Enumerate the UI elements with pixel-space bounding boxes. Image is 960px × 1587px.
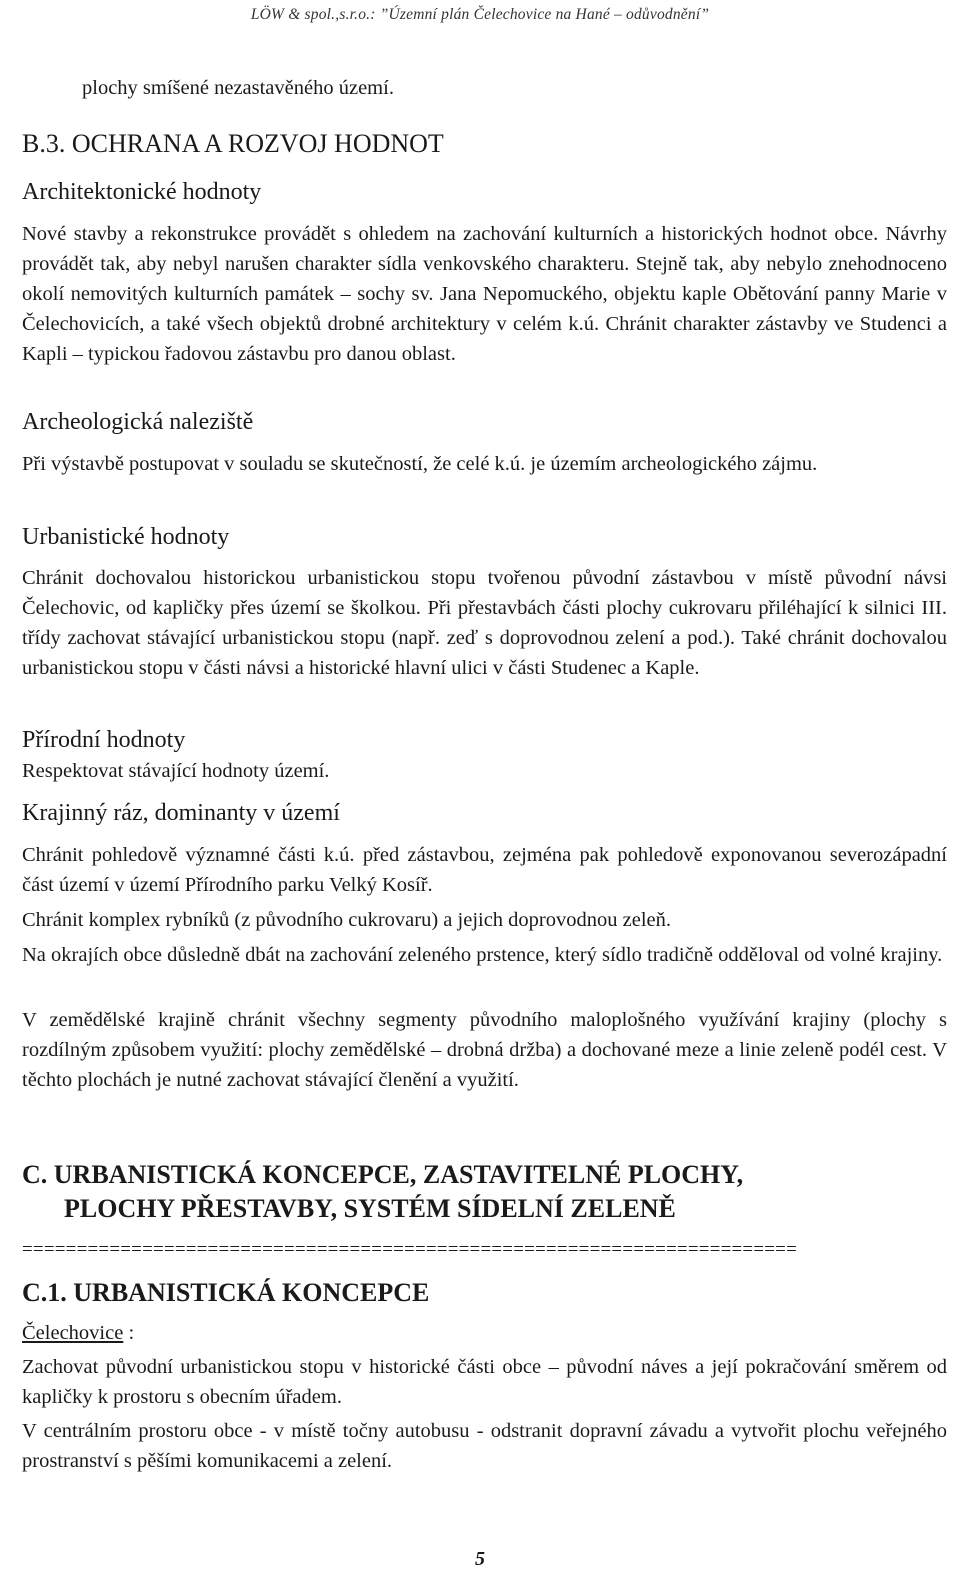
page-header: LÖW & spol.,s.r.o.: ”Územní plán Čelechovice na Hané – odůvodnění” bbox=[250, 6, 710, 23]
archeologicka-heading: Archeologická naleziště bbox=[22, 409, 254, 435]
section-c-title-line1: C. URBANISTICKÁ KONCEPCE, ZASTAVITELNÉ PLOCHY, bbox=[22, 1160, 744, 1189]
c1-p1: Zachovat původní urbanistickou stopu v historické části obce – původní náves a její pokračování směrem od kapličky k prostoru s obecním úřadem. bbox=[22, 1356, 947, 1408]
urbanisticke-heading: Urbanistické hodnoty bbox=[22, 524, 230, 550]
krajinny-p2: Chránit komplex rybníků (z původního cukrovaru) a jejich doprovodnou zeleň. bbox=[22, 909, 672, 931]
section-c-title bbox=[22, 1158, 947, 1226]
krajinny-p1: Chránit pohledově významné části k.ú. před zástavbou, zejména pak pohledově exponovanou severozápadní část území v území Přírodního parku Velký Kosíř. bbox=[22, 844, 947, 896]
krajinny-p4: V zemědělské krajině chránit všechny segmenty původního maloplošného využívání krajiny (plochy s rozdílným způsobem využití: plochy zemědělské – drobná držba) a dochované meze a linie zeleně podél cest. V těchto plochách je nutné zachovat stávající členění a využití. bbox=[22, 1009, 947, 1091]
architektonicke-heading: Architektonické hodnoty bbox=[22, 179, 262, 205]
intro-line: plochy smíšené nezastavěného území. bbox=[82, 77, 394, 99]
krajinny-p3: Na okrajích obce důsledně dbát na zachování zeleného prstence, který sídlo tradičně odděloval od volné krajiny. bbox=[22, 944, 943, 966]
urbanisticke-text: Chránit dochovalou historickou urbanistickou stopu tvořenou původní zástavbou v místě původní návsi Čelechovic, od kapličky přes území se školkou. Při přestavbách části plochy cukrovaru přiléhající k silnici III. třídy zachovat stávající urbanistickou stopu (např. zeď s doprovodnou zelení a pod.). Také chránit dochovalou urbanistickou stopu v části návsi a historické hlavní ulici v části Studenec a Kaple. bbox=[22, 567, 947, 679]
page-number: 5 bbox=[475, 1548, 485, 1570]
place-label-line bbox=[22, 1318, 947, 1348]
prirodni-text: Respektovat stávající hodnoty území. bbox=[22, 760, 330, 782]
section-c-title-line2: PLOCHY PŘESTAVBY, SYSTÉM SÍDELNÍ ZELENĚ bbox=[64, 1194, 676, 1223]
place-label: Čelechovice bbox=[22, 1322, 124, 1344]
krajinny-heading: Krajinný ráz, dominanty v území bbox=[22, 800, 340, 826]
section-b3-title: B.3. OCHRANA A ROZVOJ HODNOT bbox=[22, 129, 444, 158]
c1-title: C.1. URBANISTICKÁ KONCEPCE bbox=[22, 1278, 430, 1307]
architektonicke-text: Nové stavby a rekonstrukce provádět s ohledem na zachování kulturních a historických hodnot obce. Návrhy provádět tak, aby nebyl narušen charakter sídla venkovského charakteru. Stejně tak, aby nebylo znehodnoceno okolí nemovitých kulturních památek – sochy sv. Jana Nepomuckého, objektu kaple Obětování panny Marie v Čelechovicích, a také všech objektů drobné architektury v celém k.ú. Chránit charakter zástavby ve Studenci a Kapli – typickou řadovou zástavbu pro danou oblast. bbox=[22, 223, 947, 365]
c1-p2: V centrálním prostoru obce - v místě točny autobusu - odstranit dopravní závadu a vytvořit plochu veřejného prostranství s pěšími komunikacemi a zelení. bbox=[22, 1420, 947, 1472]
section-separator: ======================================================================= bbox=[22, 1239, 797, 1260]
archeologicka-text: Při výstavbě postupovat v souladu se skutečností, že celé k.ú. je územím archeologického zájmu. bbox=[22, 453, 818, 475]
prirodni-heading: Přírodní hodnoty bbox=[22, 727, 186, 753]
place-label-suffix: : bbox=[123, 1322, 135, 1344]
